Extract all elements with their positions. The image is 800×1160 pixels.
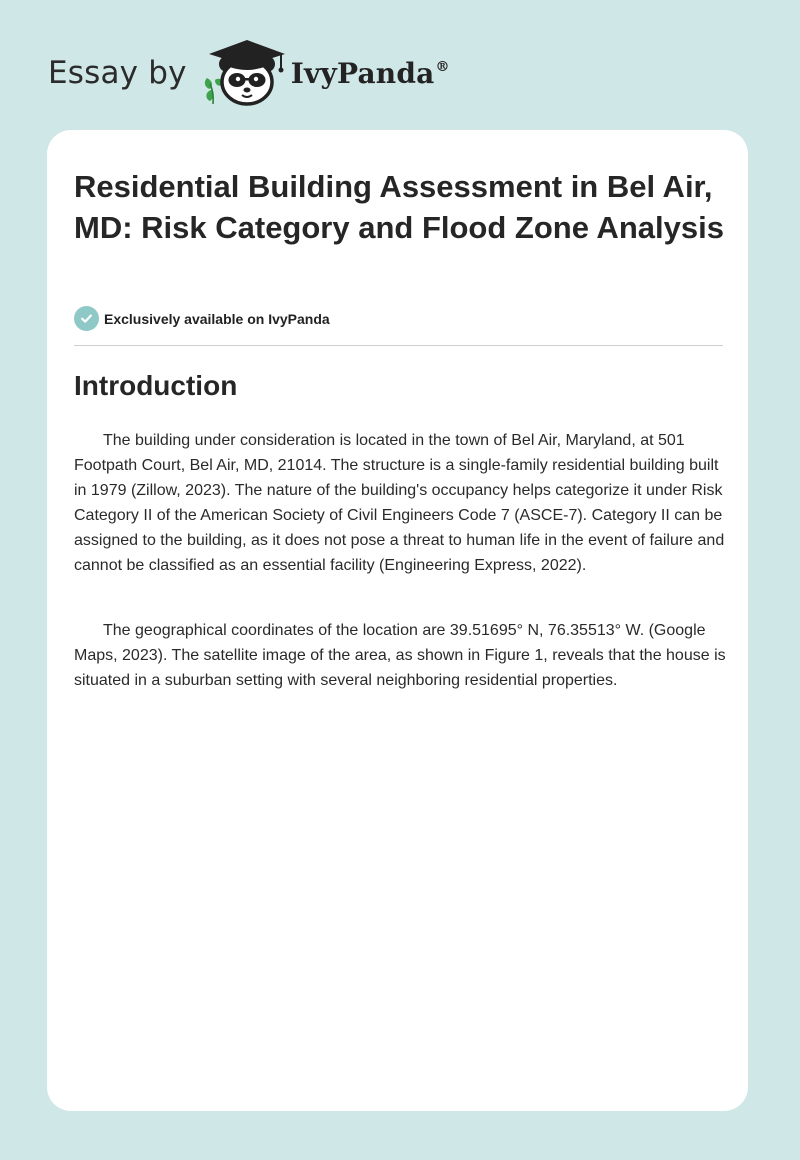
panda-graduation-cap-icon [201,34,293,112]
body-paragraph: The building under consideration is located in the town of Bel Air, Maryland, at 501 Footpath Court, Bel Air, MD, 21014. The structure is a single-family residential building built in 1979 (Zillow, 2023). The nature of the building's occupancy helps categorize it under Risk Category II of the American Society of Civil Engineers Code 7 (ASCE-7). Category II can be assigned to the building, as it does not pose a threat to human life in the event of failure and cannot be classified as an essential facility (Engineering Express, 2022). [74,432,725,574]
section-heading: Introduction [74,370,238,401]
divider [74,345,723,346]
page-title: Residential Building Assessment in Bel Air, MD: Risk Category and Flood Zone Analysis [74,169,724,245]
exclusive-badge [74,306,330,331]
brand-name: IvyPanda® [290,56,450,90]
registered-mark: ® [435,58,450,75]
check-circle-icon [74,306,99,331]
brand-logo[interactable] [48,34,450,112]
body-paragraph: The geographical coordinates of the location are 39.51695° N, 76.35513° W. (Google Maps, 2023). The satellite image of the area, as shown in Figure 1, reveals that the house is situated in a suburban setting with several neighboring residential properties. [74,622,726,689]
exclusive-label: Exclusively available on IvyPanda [104,310,330,327]
essay-card [47,130,748,1111]
brand-prefix: Essay by [48,55,187,91]
